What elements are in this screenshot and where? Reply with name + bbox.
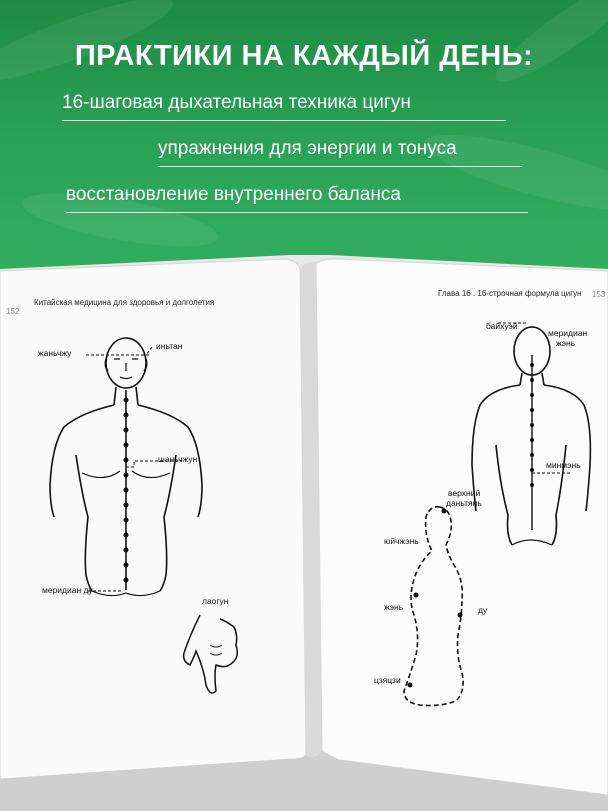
label-tszyatszi: цзяцзи	[374, 675, 401, 685]
page-title: ПРАКТИКИ НА КАЖДЫЙ ДЕНЬ:	[74, 40, 534, 72]
right-running-head: Глава 16 . 16-строчная формула цигун	[438, 289, 582, 298]
label-zhen: жэнь	[384, 602, 404, 612]
left-running-head: Китайская медицина для здоровья и долголетия	[34, 298, 215, 307]
label-meridian-zhen: меридиан	[548, 328, 588, 338]
label-shanchzhun: шаньчжун	[158, 454, 198, 464]
label-minmen: минмэнь	[546, 460, 581, 470]
bullet-item: упражнения для энергии и тонуса	[158, 138, 457, 159]
label-intan: иньтан	[156, 341, 183, 351]
label-verhniy: верхний	[448, 488, 481, 498]
bullet-item: восстановление внутреннего баланса	[66, 184, 401, 205]
label-laogun: лаогун	[202, 596, 229, 606]
open-book	[0, 255, 608, 811]
label-baihuei: байхуэй	[486, 321, 518, 331]
left-page	[0, 259, 306, 779]
bullet-underline	[62, 120, 506, 121]
label-du: ду	[478, 605, 488, 615]
label-yuyzhen: юйчжэнь	[384, 536, 419, 546]
bamboo-leaf-decoration	[418, 120, 608, 227]
label-zhanchzhu: жаньчжу	[38, 348, 72, 358]
bullet-underline	[66, 212, 528, 213]
label-meridian-zhen-2: жэнь	[556, 338, 576, 348]
label-meridian-du: меридиан ду	[42, 585, 93, 595]
right-page-number: 153	[592, 290, 606, 299]
left-page-number: 152	[6, 307, 20, 316]
label-dantyan: даньтянь	[446, 498, 482, 508]
bullet-underline	[158, 166, 522, 167]
bullet-item: 16-шаговая дыхательная техника цигун	[62, 92, 411, 113]
